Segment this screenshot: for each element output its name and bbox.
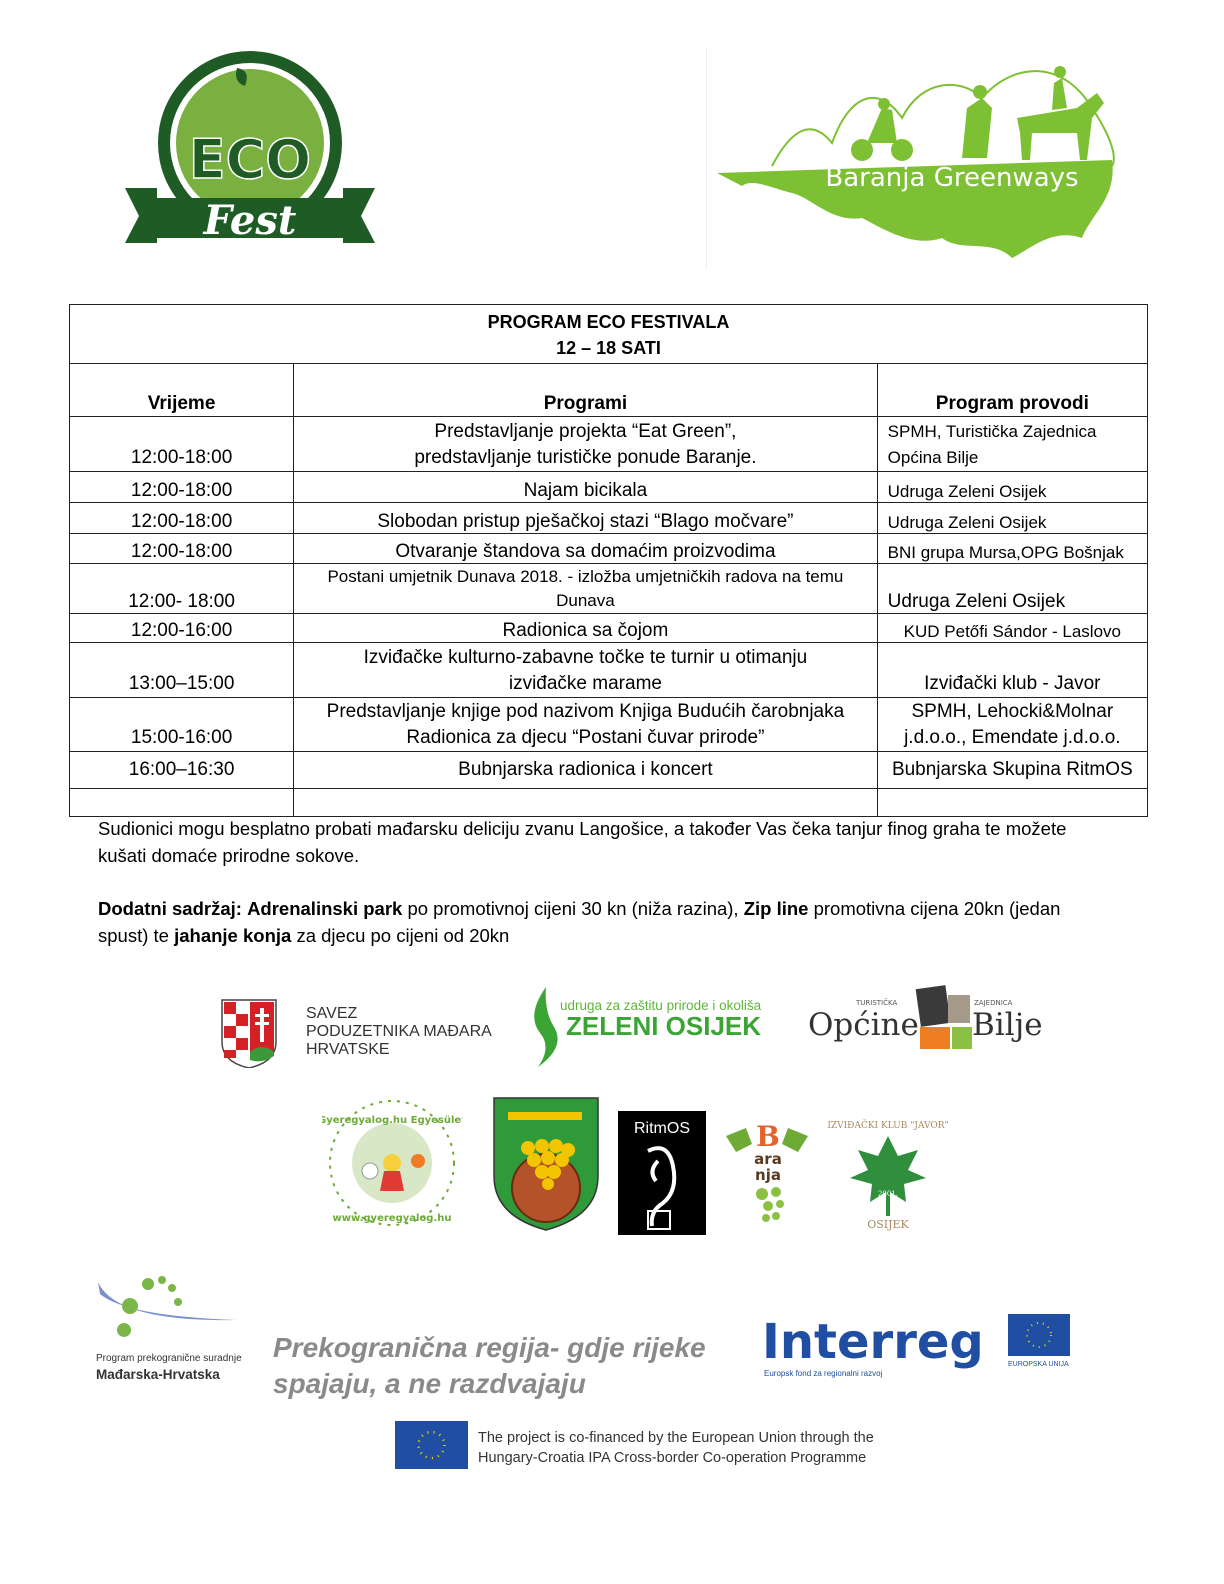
hu-hr-program-logo [96, 1272, 251, 1392]
gyeregyalog-logo [322, 1093, 462, 1238]
row-time: 13:00–15:00 [70, 643, 294, 698]
svg-text:IZVIĐAČKI KLUB "JAVOR": IZVIĐAČKI KLUB "JAVOR" [827, 1121, 949, 1131]
row-provider: Udruga Zeleni Osijek [877, 503, 1147, 534]
svg-text:www.gyeregyalog.hu: www.gyeregyalog.hu [332, 1213, 452, 1224]
row-provider: Udruga Zeleni Osijek [877, 564, 1147, 614]
svg-text:Gyeregyalog.hu Egyesület: Gyeregyalog.hu Egyesület [322, 1115, 462, 1126]
svg-text:ZELENI OSIJEK: ZELENI OSIJEK [566, 1011, 762, 1041]
column-header-provider: Program provodi [877, 364, 1147, 417]
table-row [70, 643, 1148, 698]
table-title-line2: 12 – 18 SATI [556, 338, 661, 358]
logo-divider [706, 48, 707, 270]
table-row [70, 534, 1148, 564]
svg-text:Program prekogranične suradnje: Program prekogranične suradnje [96, 1353, 242, 1364]
row-program: Izviđačke kulturno-zabavne točke te turnir u otimanju izviđačke marame [294, 643, 877, 698]
table-title [70, 305, 1148, 364]
table-row [70, 752, 1148, 789]
tasting-note: Sudionici mogu besplatno probati mađarsku deliciju zvanu Langošice, a također Vas čeka tanjur finog graha te možete kušati domaće prirodne sokove. [98, 818, 1067, 866]
row-time: 12:00-18:00 [70, 472, 294, 503]
program-table [69, 304, 1148, 817]
row-provider: BNI grupa Mursa,OPG Bošnjak [877, 534, 1147, 564]
svg-text:HRVATSKE: HRVATSKE [306, 1041, 390, 1058]
row-time: 15:00-16:00 [70, 698, 294, 752]
svg-text:Baranja Greenways: Baranja Greenways [825, 163, 1079, 193]
svg-text:Fest: Fest [203, 197, 297, 244]
row-provider: Izviđački klub - Javor [877, 643, 1147, 698]
svg-text:Bilje: Bilje [972, 1007, 1043, 1043]
cofinance-statement: The project is co-financed by the European Union through the Hungary-Croatia IPA Cross-border Co-operation Programme [478, 1430, 874, 1466]
table-row [70, 614, 1148, 643]
row-program: Najam bicikala [294, 472, 877, 503]
svg-text:EUROPSKA UNIJA: EUROPSKA UNIJA [1008, 1361, 1069, 1368]
row-program: Otvaranje štandova sa domaćim proizvodima [294, 534, 877, 564]
row-program: Predstavljanje knjige pod nazivom Knjiga Budućih čarobnjaka Radionica za djecu “Postani čuvar prirode” [294, 698, 877, 752]
svg-text:nja: nja [755, 1166, 781, 1184]
svg-text:ECO: ECO [188, 128, 312, 191]
table-row-empty [70, 789, 1148, 817]
izvidacki-klub-javor-logo [826, 1116, 950, 1237]
eco-fest-logo [125, 48, 375, 263]
row-program: Bubnjarska radionica i koncert [294, 752, 877, 789]
eu-flag-icon [395, 1421, 468, 1474]
table-row [70, 698, 1148, 752]
svg-text:udruga za zaštitu prirode i ok: udruga za zaštitu prirode i okoliša [560, 998, 762, 1013]
svg-text:RitmOS: RitmOS [634, 1120, 690, 1137]
row-provider: Bubnjarska Skupina RitmOS [877, 752, 1147, 789]
svg-text:2001.: 2001. [877, 1190, 899, 1198]
svg-text:SAVEZ: SAVEZ [306, 1005, 358, 1022]
svg-text:TURISTIČKA: TURISTIČKA [856, 999, 898, 1007]
row-time: 16:00–16:30 [70, 752, 294, 789]
row-provider: SPMH, Turistička Zajednica Općina Bilje [877, 417, 1147, 472]
table-row [70, 503, 1148, 534]
svg-text:OSIJEK: OSIJEK [867, 1218, 909, 1231]
svg-text:PODUZETNIKA MAĐARA: PODUZETNIKA MAĐARA [306, 1023, 492, 1040]
row-time: 12:00-16:00 [70, 614, 294, 643]
extras-note: Dodatni sadržaj: Adrenalinski park po promotivnoj cijeni 30 kn (niža razina), Zip line promotivna cijena 20kn (jedan spust) te jahanje konja za djecu po cijeni od 20kn [98, 898, 1061, 946]
table-row [70, 417, 1148, 472]
svg-text:Europsk fond za regionalni raz: Europsk fond za regionalni razvoj [764, 1369, 883, 1378]
row-program: Radionica sa čojom [294, 614, 877, 643]
row-time: 12:00-18:00 [70, 503, 294, 534]
svg-text:B: B [756, 1120, 780, 1153]
slogan: Prekogranična regija- gdje rijeke spajaju, a ne razdvajaju [273, 1332, 706, 1399]
spmh-logo [220, 998, 520, 1073]
column-header-time: Vrijeme [70, 364, 294, 417]
table-row [70, 564, 1148, 614]
row-provider: SPMH, Lehocki&Molnar j.d.o.o., Emendate j.d.o.o. [877, 698, 1147, 752]
row-program: Predstavljanje projekta “Eat Green”, predstavljanje turističke ponude Baranje. [294, 417, 877, 472]
row-program: Slobodan pristup pješačkoj stazi “Blago močvare” [294, 503, 877, 534]
interreg-logo [762, 1312, 1072, 1385]
row-time: 12:00- 18:00 [70, 564, 294, 614]
row-program: Postani umjetnik Dunava 2018. - izložba umjetničkih radova na temu Dunava [294, 564, 877, 614]
zeleni-osijek-logo [526, 985, 791, 1075]
row-time: 12:00-18:00 [70, 534, 294, 564]
table-title-line1: PROGRAM ECO FESTIVALA [487, 312, 730, 332]
row-provider: Udruga Zeleni Osijek [877, 472, 1147, 503]
tz-bilje-logo [806, 985, 1046, 1065]
column-header-program: Programi [294, 364, 877, 417]
svg-text:ara: ara [754, 1150, 782, 1168]
table-header-row [70, 364, 1148, 417]
bilje-coat-of-arms [492, 1096, 600, 1237]
svg-text:Mađarska-Hrvatska: Mađarska-Hrvatska [96, 1367, 220, 1382]
row-provider: KUD Petőfi Sándor - Laslovo [877, 614, 1147, 643]
baranja-greenways-logo [712, 48, 1122, 270]
row-time: 12:00-18:00 [70, 417, 294, 472]
svg-text:Interreg: Interreg [762, 1314, 984, 1370]
baranja-wine-logo [722, 1118, 812, 1235]
ritmos-logo [618, 1111, 706, 1240]
table-row [70, 472, 1148, 503]
svg-text:Općine: Općine [808, 1007, 919, 1043]
svg-text:ZAJEDNICA: ZAJEDNICA [974, 999, 1013, 1007]
